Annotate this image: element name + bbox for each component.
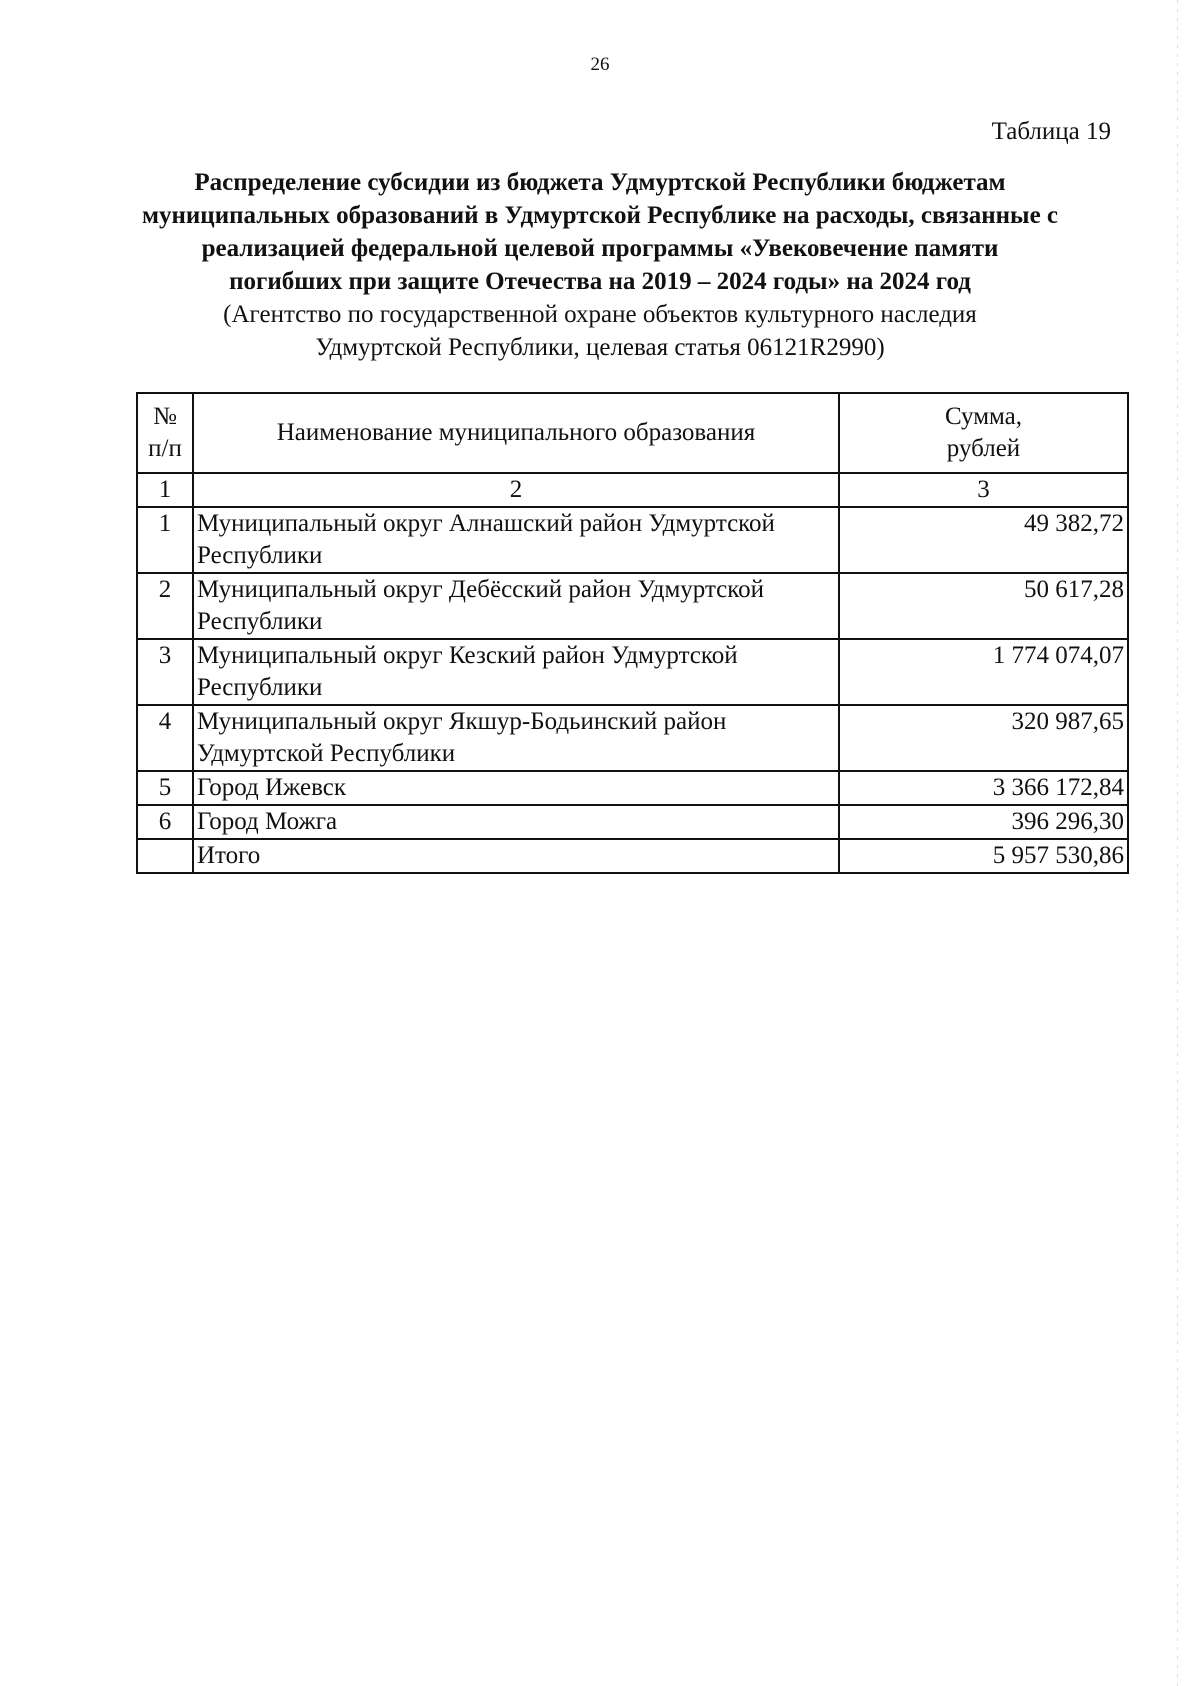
row-name: Город Можга (193, 805, 839, 839)
header-number-line1: № (153, 403, 177, 430)
row-sum: 1 774 074,07 (839, 639, 1128, 705)
row-sum: 396 296,30 (839, 805, 1128, 839)
table-header-row (137, 393, 1128, 473)
row-sum: 320 987,65 (839, 705, 1128, 771)
row-number (137, 839, 193, 873)
row-number: 1 (137, 507, 193, 573)
column-index-cell: 2 (193, 473, 839, 507)
scan-edge-artifact (1177, 0, 1178, 1686)
row-sum: 49 382,72 (839, 507, 1128, 573)
title-line: реализацией федеральной целевой программы «Увековечение памяти (201, 235, 999, 262)
page-number: 26 (590, 54, 610, 75)
header-sum-line2: рублей (946, 435, 1021, 462)
document-heading (100, 166, 1100, 364)
table-row (137, 573, 1128, 639)
table-row (137, 507, 1128, 573)
table-row (137, 805, 1128, 839)
table-total-row (137, 839, 1128, 873)
title-line: муниципальных образований в Удмуртской Республике на расходы, связанные с (141, 202, 1059, 229)
row-number: 2 (137, 573, 193, 639)
row-number: 3 (137, 639, 193, 705)
header-number-line2: п/п (148, 435, 182, 462)
row-name: Муниципальный округ Алнашский район Удмуртской Республики (193, 507, 839, 573)
row-name: Муниципальный округ Якшур-Бодьинский район Удмуртской Республики (193, 705, 839, 771)
total-label: Итого (193, 839, 839, 873)
subtitle-line: Удмуртской Республики, целевая статья 06121R2990) (315, 334, 885, 361)
row-sum: 50 617,28 (839, 573, 1128, 639)
title-line: Распределение субсидии из бюджета Удмуртской Республики бюджетам (194, 169, 1006, 196)
header-number (137, 393, 193, 473)
title-line: погибших при защите Отечества на 2019 – 2024 годы» на 2024 год (229, 268, 971, 295)
table-row (137, 771, 1128, 805)
header-sum-line1: Сумма, (944, 403, 1023, 430)
row-number: 5 (137, 771, 193, 805)
header-sum (839, 393, 1128, 473)
row-number: 4 (137, 705, 193, 771)
column-index-row (137, 473, 1128, 507)
table-row (137, 705, 1128, 771)
table-label: Таблица 19 (991, 118, 1111, 145)
row-name: Муниципальный округ Дебёсский район Удмуртской Республики (193, 573, 839, 639)
table-row (137, 639, 1128, 705)
row-name: Муниципальный округ Кезский район Удмуртской Республики (193, 639, 839, 705)
row-sum: 3 366 172,84 (839, 771, 1128, 805)
column-index-cell: 1 (137, 473, 193, 507)
document-subtitle (100, 298, 1100, 364)
header-name: Наименование муниципального образования (193, 393, 839, 473)
document-title (100, 166, 1100, 298)
subtitle-line: (Агентство по государственной охране объектов культурного наследия (223, 301, 977, 328)
total-sum: 5 957 530,86 (839, 839, 1128, 873)
row-number: 6 (137, 805, 193, 839)
column-index-cell: 3 (839, 473, 1128, 507)
row-name: Город Ижевск (193, 771, 839, 805)
subsidy-table (136, 392, 1129, 874)
